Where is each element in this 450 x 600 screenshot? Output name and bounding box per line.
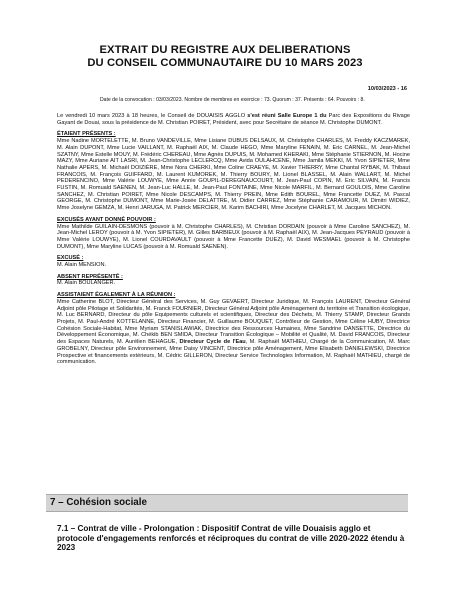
assisting-part1: Mme Catherine BLOT, Directeur Général des Services, M. Guy GEVAERT, Directeur Juridique, M. François LAURENT, Directeur Général Adjoint pôle Pilotage et Solidarités, M. Franck FOURNIER, Directeur Général Adjoint pôle Aménagement du territoire et Transition écologique, M. Luc BERNARD, Directeur du pôle Equipements culturels et scientifiques, Directeur des Déchets, M. Thierry STAMP, Directeur Grands Projets, M. Paul-André KOTTELANNE, Directeur Financier, M. Guillaume BOUQUET, Contrôleur de Gestion, Mme Céline HUBY, Directrice Cohésion Sociale-Habitat, Mme Myriam STANISLAWIAK, Directrice des Ressources Humaines, Mme Sandrine DANSETTE, Directrice du Développement Économique, M. Chékib BEN SMIDA, Directeur Transition Écologique – Mobilité et Qualité, M. David FRANCOIS, Directeur des Espaces Naturels, M. Aurélien BEHAGUE,: [57, 298, 410, 346]
excused-power-heading: EXCUSÉS AYANT DONNÉ POUVOIR :: [57, 216, 156, 223]
excused-power-list: Mme Mathilde GUILAIN-DESMONS (pouvoir à M. Christophe CHARLES), M. Christian DORDAIN (pouvoir à Mme Caroline SANCHEZ), M. Jean-Michel LEROY (pouvoir à M. Yvon SIPIETER), M. Gilles BARBIEUX (pouvoir à M. Raphaël AIX), M. Jean-Jacques PEYRAUD (pouvoir à Mme Valérie LOUWYE), M. Lionel COURDAVAULT (pouvoir à Mme Francette DUEZ), M. David WESMAEL (pouvoir à M. Christophe DUMONT), Mme Maryline LUCAS (pouvoir à M. Romuald SAENEN).: [57, 223, 410, 250]
excused-heading: EXCUSÉ :: [57, 255, 84, 262]
subsection-title: 7.1 – Contrat de ville - Prolongation : Dispositif Contrat de ville Douaisis agglo et protocole d'engagements renforcés et réciproques du contrat de ville 2020-2022 étendu à 2023: [57, 524, 405, 553]
present-heading: ÉTAIENT PRÉSENTS :: [57, 131, 116, 138]
document-body: [57, 113, 410, 366]
intro-paragraph: [57, 113, 410, 126]
deliberation-reference: 10/03/2023 - 16: [367, 86, 407, 92]
present-list: Mme Nadine MORTELETTE, M. Bruno VANDEVILLE, Mme Lisiane DUBUS DELSAUX, M. Christophe CHARLES, M. Freddy KACZMAREK, M. Alain DUPONT, Mme Lucie VAILLANT, M. Raphaël AIX, M. Claude HEGO, Mme Maryline FENAIN, M. Eric CARNEL, M. Jean-Michel SZATNY, Mme Estelle MOUY, M. Frédéric CHEREAU, Mme Agnès DUPUIS, M. Mohamed KHERAKI, Mme Stéphanie STIERNON, M. Hocine MAZY, Mme Auriane AIT LASRI, M. Jean-Christophe LECLERCQ, Mme Avida OULAHCENE, Mme Jamila MEKKI, M. Yvon SIPIETER, Mme Nathalie APERS, M. Michaël DOIZIÈRE, Mme Nora CHERKI, Mme Coline CRAEYE, M. Xavier THIERRY, Mme Chantal RYBAK, M. Thibaut FRANCOIS, M. François GUIFFARD, M. Laurent KUMOREK, M. Thierry BOURY, M. Lionel BLASSEL, M. Alain WALLART, M. Michel PEDERENCINO, Mme Valérie LOUWYE, Mme Annie GOUPIL-DEREGNAUCOURT, M. Jean-Paul COPIN, M. Eric SILVAIN, M. Francis FUSTIN, M. Romuald SAENEN, M. Jean-Luc HALLE, M. Jean-Paul FONTAINE, Mme Nicole MARFIL, M. Bernard GOULOIS, Mme Caroline SANCHEZ, M. Christian POIRET, Mme Nicole DESCAMPS, M. Thierry PREIN, Mme Edith BOUREL, Mme Francette DUEZ, M. Pascal GEORGE, M. Christophe DUMONT, Mme Marie-Josée DELATTRE, M. Didier CARREZ, Mme Stéphanie CARAMOUR, M. Dimitri WIDIEZ, Mme Joselyne GEMZA, M. Henri JARUGA, M. Patrick MERCIER, M. Karim BACHIRI, Mme Jocelyne CHARLET, M. Jacques MICHON.: [57, 138, 410, 212]
convocation-meta: Date de la convocation : 03/03/2023. Nombre de membres en exercice : 73. Quorum : 37. Présents : 64. Pouvoirs : 8.: [100, 97, 365, 103]
assisting-bold: Directeur Cycle de l'Eau: [179, 339, 246, 346]
intro-part1: Le vendredi 10 mars 2023 à 18 heures, le Conseil de DOUAISIS AGGLO: [57, 113, 248, 119]
title-line-1: EXTRAIT DU REGISTRE AUX DELIBERATIONS: [99, 44, 351, 56]
section-label: 7 – Cohésion sociale: [50, 497, 147, 508]
section-header: [46, 494, 408, 512]
document-title: [40, 44, 410, 69]
assisting-part2: , M. Raphaël MATHIEU, Chargé de la Communication, M. Marc GROBELNY, Directeur pôle Environnement, Mme Daisy VINCENT, Directrice pôle Aménagement, Mme Elisabeth DANIELEWSKI, Directrice Prospective et financements extérieurs, M. Cédric GILLERON, Directeur Service Technologies Information, M. Raphaël MATHIEU, chargé de communication.: [57, 339, 410, 366]
assisting-list: [57, 299, 410, 366]
intro-bold: s'est réuni Salle Europe 1 du: [247, 113, 327, 119]
absent-heading: ABSENT REPRÉSENTÉ :: [57, 273, 123, 280]
excused-list: M. Alain MENSION.: [57, 262, 107, 269]
assisting-heading: ASSISTAIENT ÉGALEMENT À LA RÉUNION :: [57, 292, 176, 299]
intro-part2: Parc des Expositions du Rivage Gayant de Douai, sous la présidence de M. Christian POIRET, Président, avec pour Secrétaire de séance M. Christophe DUMONT.: [57, 113, 411, 126]
absent-list: M. Alain BOULANGER.: [57, 280, 116, 287]
title-line-2: DU CONSEIL COMMUNAUTAIRE DU 10 MARS 2023: [87, 56, 363, 69]
